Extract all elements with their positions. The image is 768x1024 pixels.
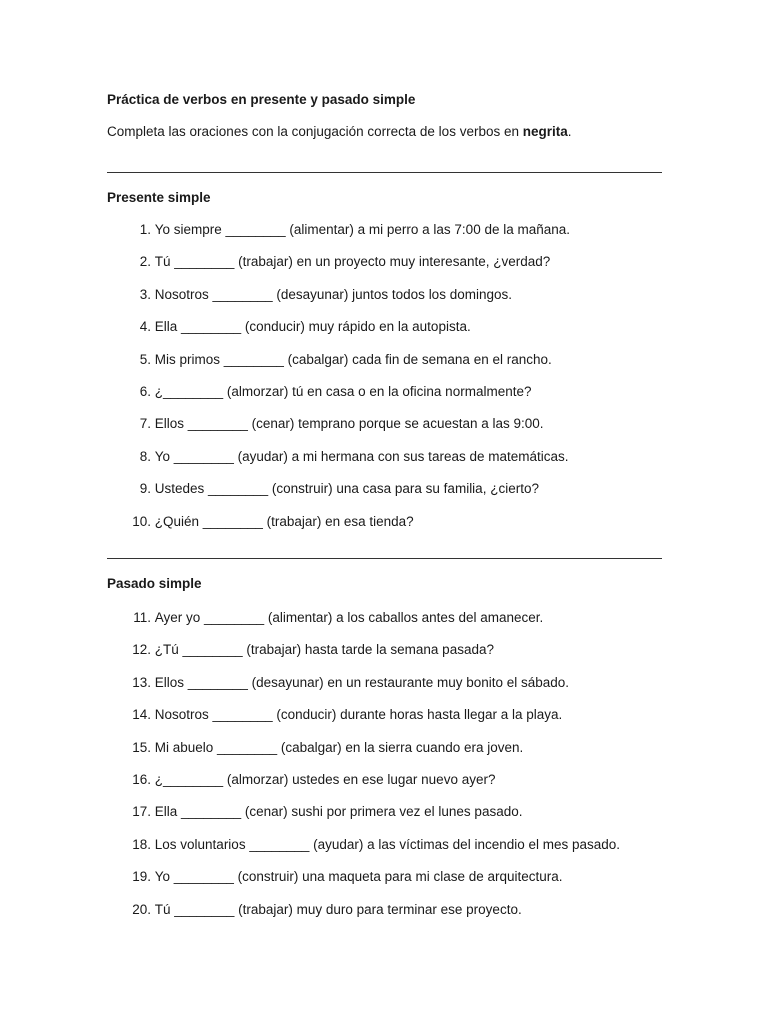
list-item [107,318,570,350]
past-exercise-list [107,609,620,933]
item-number: 12. [132,642,151,658]
list-item [107,803,620,835]
item-sentence: Yo siempre ________ (alimentar) a mi perro a las 7:00 de la mañana. [154,222,571,237]
list-item [107,383,570,415]
list-item [107,351,570,383]
instructions-bold-word: negrita [522,124,568,139]
list-item [107,901,620,933]
item-sentence: Mi abuelo ________ (cabalgar) en la sierra cuando era joven. [154,739,524,755]
list-item [107,609,620,641]
list-item [107,513,570,545]
item-sentence: Ayer yo ________ (alimentar) a los caballos antes del amanecer. [154,610,544,625]
instructions [107,124,572,139]
item-number: 16. [132,771,151,787]
item-sentence: Yo ________ (ayudar) a mi hermana con sus tareas de matemáticas. [154,448,569,464]
item-sentence: Yo ________ (construir) una maqueta para mi clase de arquitectura. [154,869,563,885]
item-sentence: Nosotros ________ (conducir) durante horas hasta llegar a la playa. [154,707,563,723]
item-number: 11. [133,610,151,625]
item-number: 3. [139,286,151,302]
section-heading-past: Pasado simple [107,576,202,591]
list-item [107,739,620,771]
section-heading-present: Presente simple [107,190,211,205]
item-number: 4. [139,319,151,335]
item-sentence: ¿________ (almorzar) tú en casa o en la oficina normalmente? [154,383,532,399]
page-title: Práctica de verbos en presente y pasado simple [107,92,416,107]
list-item [107,448,570,480]
present-exercise-list [107,221,570,545]
list-item [107,836,620,868]
item-sentence: Tú ________ (trabajar) en un proyecto muy interesante, ¿verdad? [154,254,551,270]
item-sentence: Ustedes ________ (construir) una casa para su familia, ¿cierto? [154,481,539,497]
item-number: 5. [139,351,151,367]
item-sentence: Los voluntarios ________ (ayudar) a las víctimas del incendio el mes pasado. [154,836,621,852]
item-number: 18. [132,836,151,852]
instructions-text: Completa las oraciones con la conjugación correcta de los verbos en [107,124,523,139]
item-sentence: ¿Tú ________ (trabajar) hasta tarde la semana pasada? [154,642,494,658]
item-sentence: ¿Quién ________ (trabajar) en esa tienda? [154,513,414,529]
item-sentence: ¿________ (almorzar) ustedes en ese lugar nuevo ayer? [154,771,496,787]
item-number: 19. [132,869,151,885]
item-number: 8. [139,448,151,464]
item-number: 1. [139,222,151,237]
item-number: 10. [132,513,151,529]
list-item [107,641,620,673]
divider-2 [107,558,662,559]
item-number: 17. [132,804,151,820]
item-sentence: Ella ________ (conducir) muy rápido en la autopista. [154,319,471,335]
item-sentence: Ellos ________ (cenar) temprano porque se acuestan a las 9:00. [154,416,544,432]
instructions-end: . [567,124,572,139]
item-number: 7. [139,416,151,432]
item-sentence: Tú ________ (trabajar) muy duro para terminar ese proyecto. [154,901,522,917]
item-number: 2. [139,254,151,270]
item-number: 9. [139,481,151,497]
list-item [107,480,570,512]
list-item [107,415,570,447]
item-sentence: Ellos ________ (desayunar) en un restaurante muy bonito el sábado. [154,674,570,690]
item-number: 15. [132,739,151,755]
item-sentence: Ella ________ (cenar) sushi por primera vez el lunes pasado. [154,804,523,820]
list-item [107,706,620,738]
list-item [107,674,620,706]
list-item [107,771,620,803]
divider-1 [107,172,662,173]
list-item [107,868,620,900]
item-sentence: Nosotros ________ (desayunar) juntos todos los domingos. [154,286,512,302]
item-number: 6. [139,383,151,399]
item-number: 14. [132,707,151,723]
item-sentence: Mis primos ________ (cabalgar) cada fin de semana en el rancho. [154,351,552,367]
list-item [107,286,570,318]
item-number: 13. [132,674,151,690]
list-item [107,221,570,253]
item-number: 20. [132,901,151,917]
list-item [107,253,570,285]
